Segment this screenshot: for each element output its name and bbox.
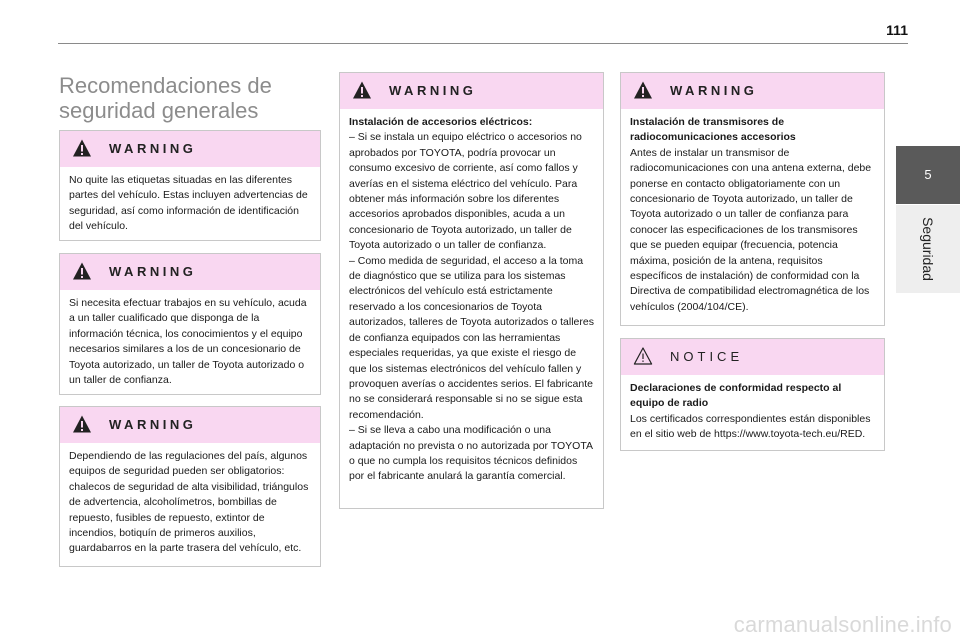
section-title: Recomendaciones de seguridad generales: [59, 73, 272, 123]
warning-header: [621, 73, 884, 109]
chapter-tab-label: [896, 205, 960, 293]
chapter-tab-number: 5: [896, 146, 960, 204]
warning-box-radio: [620, 72, 885, 326]
warning-text: Dependiendo de las regulaciones del país, algunos equipos de seguridad pueden ser obligatorios: chalecos de seguridad de alta visibilidad, triángulos de advertencia, alcoholímetros, bombillas de repuesto, fusibles de repuesto, extintor de incendios, botiquín de primeros auxilios, guardabarros en la parte trasera del vehículo, etc.: [69, 450, 309, 555]
warning-heading: Instalación de accesorios eléctricos:: [349, 116, 533, 128]
header-rule: [58, 43, 908, 44]
warning-text: Si necesita efectuar trabajos en su vehículo, acuda a un taller cualificado que disponga de la información técnica, los conocimientos y el equipo necesarios similares a los de un concesionario de Toyota autorizado, un taller de Toyota autorizado o un taller de confianza.: [69, 297, 307, 387]
notice-label: NOTICE: [670, 349, 744, 364]
warning-label: WARNING: [109, 141, 197, 156]
notice-text: Los certificados correspondientes están disponibles en el sitio web de https://www.toyota-tech.eu/RED.: [630, 412, 871, 441]
warning-box-workshop: [59, 253, 321, 395]
notice-box-conformity: [620, 338, 885, 451]
warning-icon: [633, 80, 653, 100]
chapter-tab-label-text: Seguridad: [920, 217, 936, 281]
warning-icon: [352, 80, 372, 100]
notice-icon: [633, 346, 653, 366]
warning-item: – Como medida de seguridad, el acceso a la toma de diagnóstico que se utiliza para los sistemas electrónicos del vehículo está estrictamente reservado a los concesionarios de Toyota autorizados, talleres de Toyota autorizados o talleres de confianza equipados con las herramientas especiales requeridas, ya que existe el riesgo de que los sistemas electrónicos del vehículo fallen y provoquen averías o accidentes serios. El fabricante no se considerará responsable si no se sigue esta recomendación.: [349, 254, 594, 421]
warning-heading: Instalación de transmisores de radiocomunicaciones accesorios: [630, 116, 796, 144]
notice-heading: Declaraciones de conformidad respecto al equipo de radio: [630, 382, 842, 410]
warning-header: [60, 131, 320, 167]
warning-label: WARNING: [670, 83, 758, 98]
warning-text: Antes de instalar un transmisor de radiocomunicaciones con una antena externa, debe ponerse en contacto obligatoriamente con un concesionario de Toyota autorizado, un taller de Toyota autorizado o un taller de confianza para conocer las especificaciones de los transmisores que se pueden equipar (frecuencia, potencia máxima, posición de la antena, requisitos específicos de instalación) de conformidad con la Directiva de compatibilidad electromagnética de los vehículos (2004/104/CE).: [630, 146, 872, 313]
warning-label: WARNING: [109, 417, 197, 432]
notice-header: [621, 339, 884, 375]
warning-header: [60, 254, 320, 290]
warning-icon: [72, 261, 92, 281]
page-number: 111: [886, 22, 908, 38]
warning-box-regulations: [59, 406, 321, 567]
warning-box-electrical: [339, 72, 604, 509]
warning-label: WARNING: [389, 83, 477, 98]
warning-icon: [72, 138, 92, 158]
warning-item: – Si se instala un equipo eléctrico o accesorios no aprobados por TOYOTA, podría provocar un consumo excesivo de corriente, así como fallos y averías en el sistema eléctrico del vehículo. Para obtener más información sobre los diferentes accesorios aprobados disponibles, acuda a un concesionario de Toyota autorizado, un taller de Toyota autorizado o un taller de confianza.: [349, 131, 582, 252]
warning-text: No quite las etiquetas situadas en las diferentes partes del vehículo. Estas incluyen advertencias de seguridad, así como información de identificación del vehículo.: [69, 174, 308, 233]
warning-header: [340, 73, 603, 109]
warning-box-labels: [59, 130, 321, 241]
warning-label: WARNING: [109, 264, 197, 279]
warning-header: [60, 407, 320, 443]
warning-icon: [72, 414, 92, 434]
warning-item: – Si se lleva a cabo una modificación o una adaptación no prevista o no autorizada por TOYOTA o que no cumpla los requisitos técnicos definidos por el fabricante anulará la garantía comercial.: [349, 424, 593, 483]
watermark: carmanualsonline.info: [733, 612, 952, 637]
